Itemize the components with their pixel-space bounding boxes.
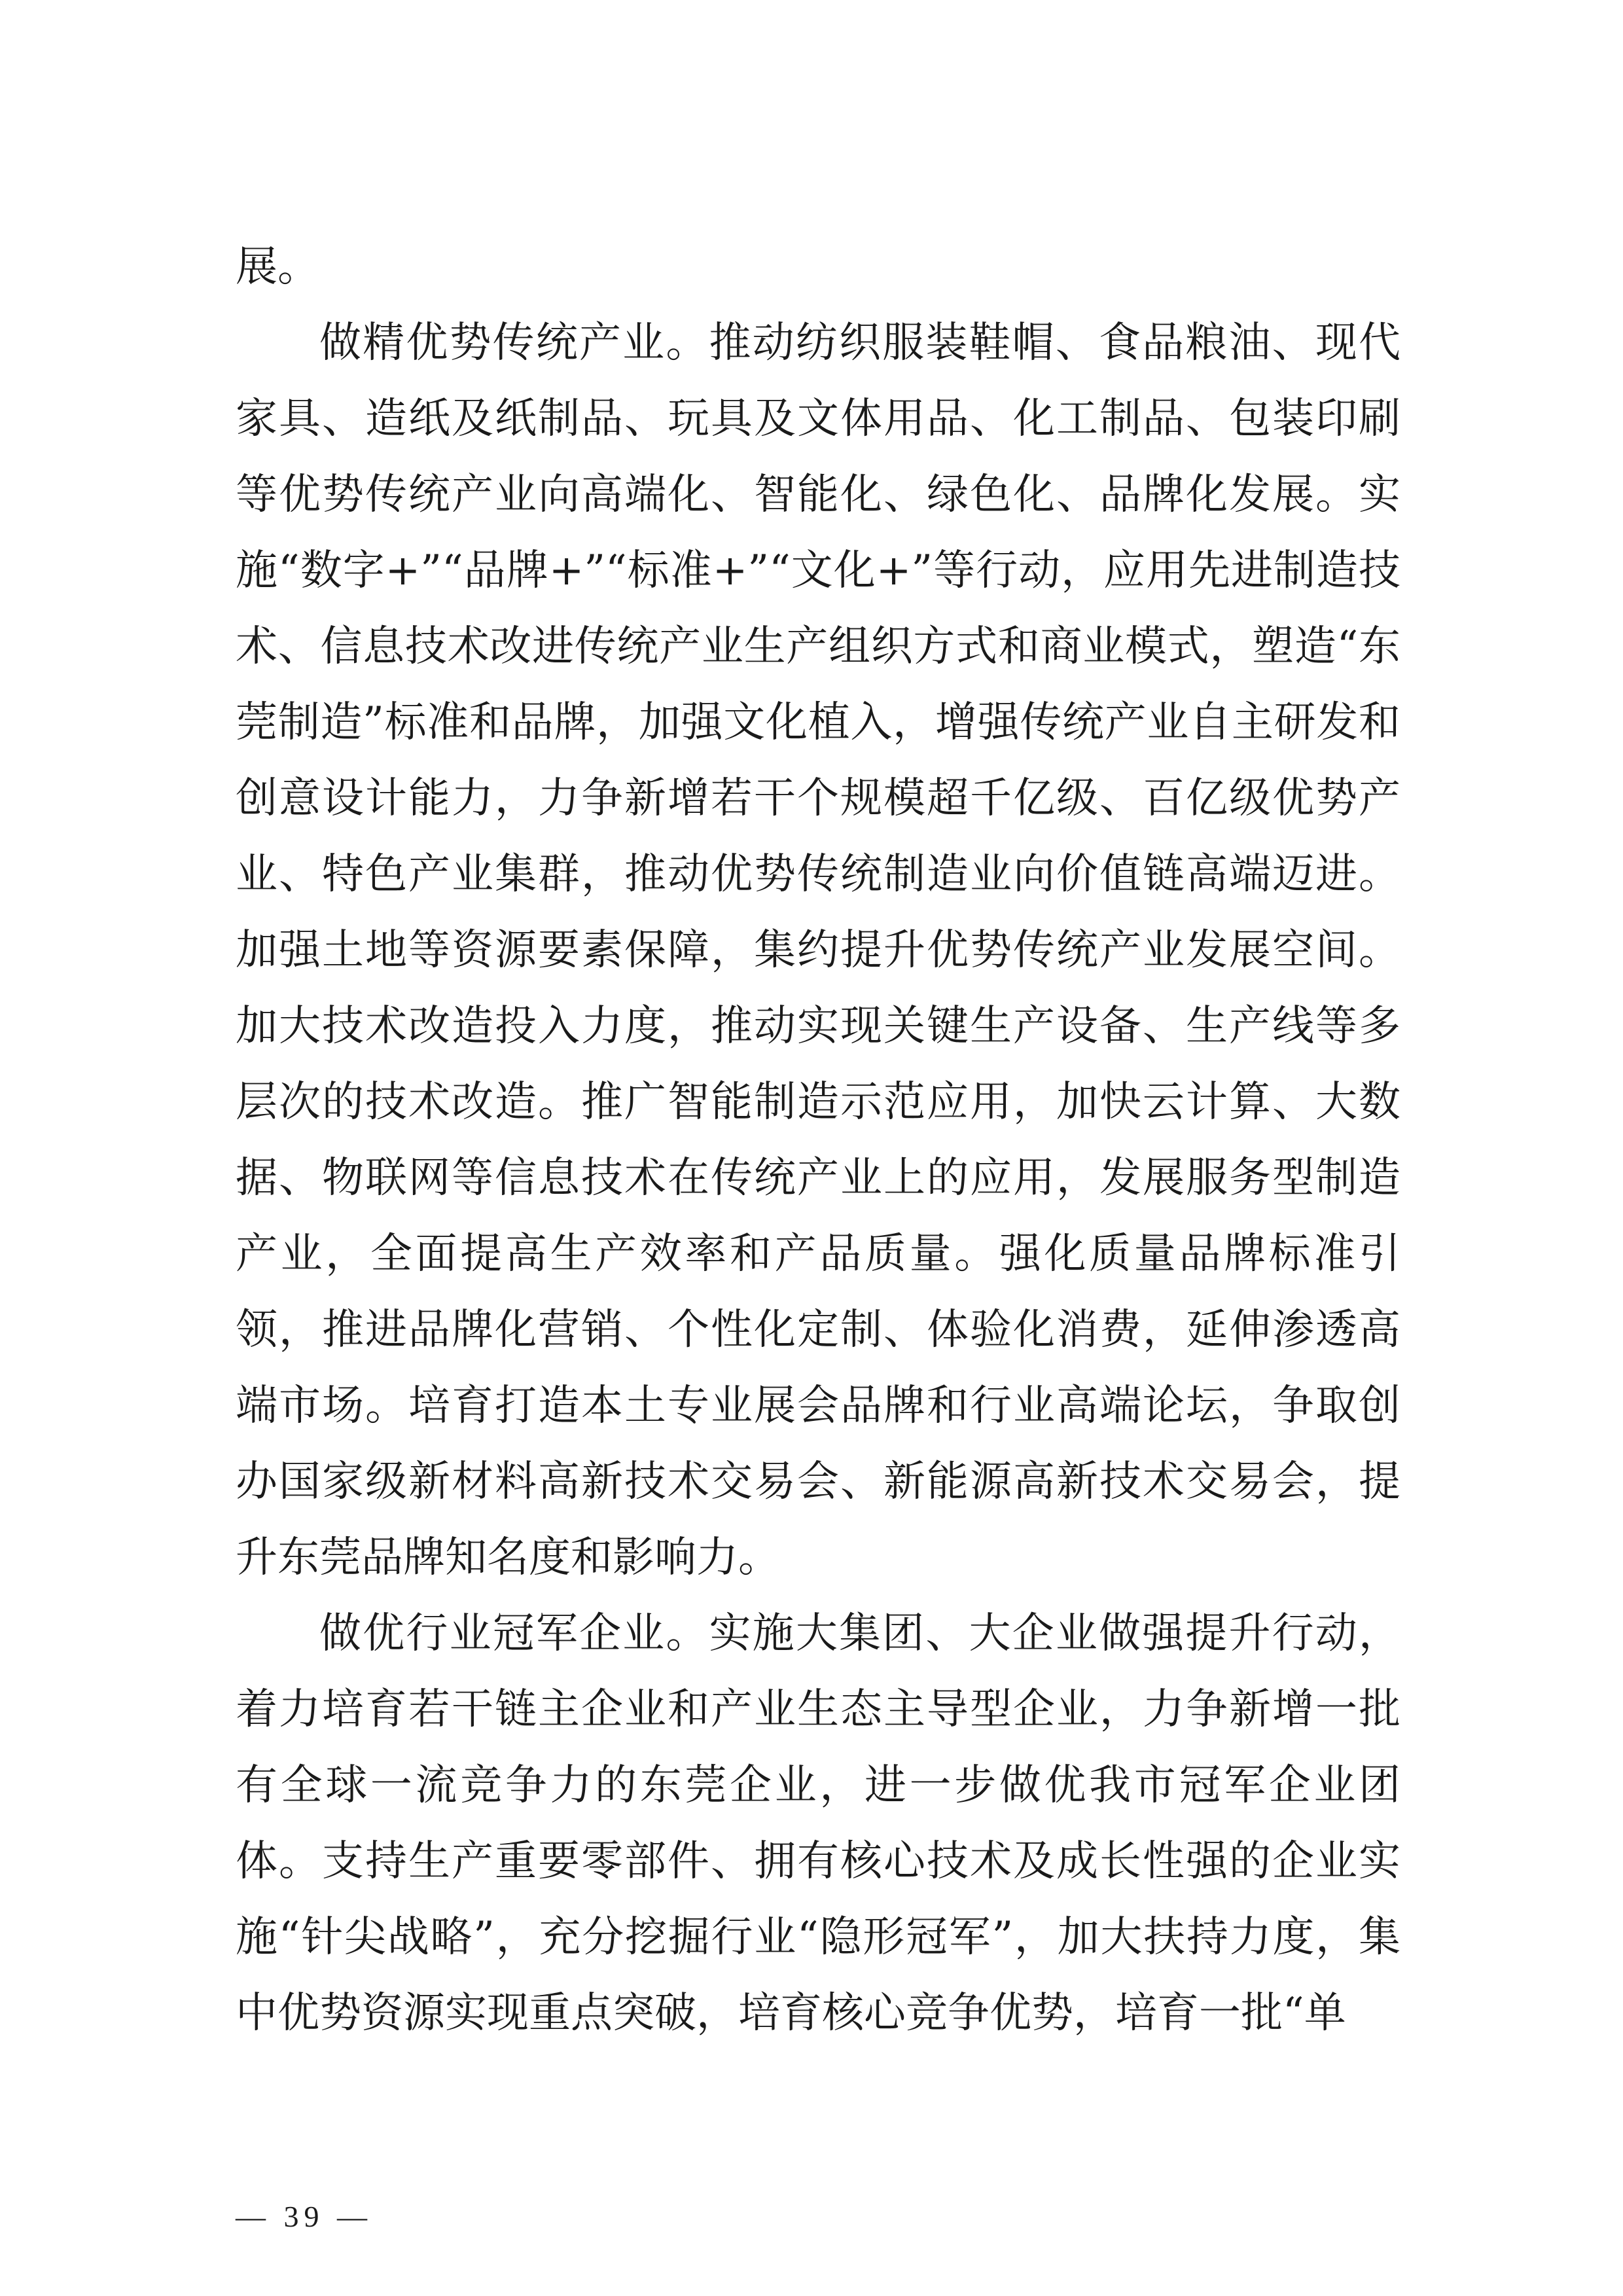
paragraph-continuation bbox=[236, 229, 1400, 305]
paragraph-heading: 做精优势传统产业。 bbox=[319, 319, 709, 367]
paragraph-champion-enterprises bbox=[236, 1596, 1400, 2051]
body-text bbox=[236, 229, 1400, 2051]
paragraph-text: 推动纺织服装鞋帽、食品粮油、现代家具、造纸及纸制品、玩具及文体用品、化工制品、包装印刷等优势传统产业向高端化、智能化、绿色化、品牌化发展。实施“数字+”“品牌+”“标准+”“文化+”等行动，应用先进制造技术、信息技术改进传统产业生产组织方式和商业模式，塑造“东莞制造”标准和品牌，加强文化植入，增强传统产业自主研发和创意设计能力，力争新增若干个规模超千亿级、百亿级优势产业、特色产业集群，推动优势传统制造业向价值链高端迈进。加强土地等资源要素保障，集约提升优势传统产业发展空间。加大技术改造投入力度，推动实现关键生产设备、生产线等多层次的技术改造。推广智能制造示范应用，加快云计算、大数据、物联网等信息技术在传统产业上的应用，发展服务型制造产业，全面提高生产效率和产品质量。强化质量品牌标准引领，推进品牌化营销、个性化定制、体验化消费，延伸渗透高端市场。培育打造本土专业展会品牌和行业高端论坛，争取创办国家级新材料高新技术交易会、新能源高新技术交易会，提升东莞品牌知名度和影响力。 bbox=[236, 319, 1400, 1582]
page-number: — 39 — bbox=[236, 2200, 372, 2233]
paragraph-heading: 做优行业冠军企业。 bbox=[319, 1609, 709, 1658]
paragraph-text: 实施大集团、大企业做强提升行动，着力培育若干链主企业和产业生态主导型企业，力争新增一批有全球一流竞争力的东莞企业，进一步做优我市冠军企业团体。支持生产重要零部件、拥有核心技术及成长性强的企业实施“针尖战略”，充分挖掘行业“隐形冠军”，加大扶持力度，集中优势资源实现重点突破，培育核心竞争优势，培育一批“单 bbox=[236, 1609, 1400, 2037]
paragraph-traditional-industries bbox=[236, 305, 1400, 1596]
paragraph-text: 展。 bbox=[236, 243, 319, 291]
